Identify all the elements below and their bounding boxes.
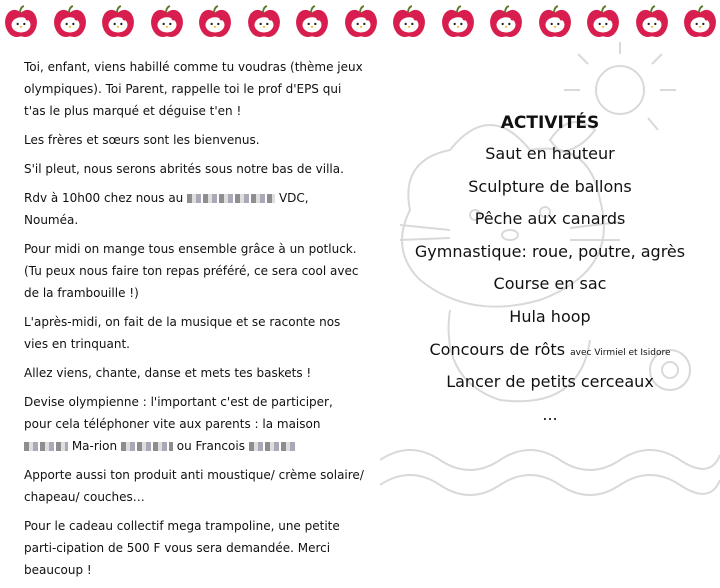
activity-item: Hula hoop: [509, 306, 591, 326]
activity-item: Saut en hauteur: [485, 144, 615, 163]
invitation-text: [24, 56, 364, 588]
redacted-address: [187, 194, 275, 203]
rdv-prefix: Rdv à 10h00 chez nous au: [24, 191, 184, 205]
hello-kitty-apple-icon: [148, 4, 186, 42]
activity-item: Lancer de petits cerceaux: [446, 372, 654, 392]
devise-marion: Ma-rion: [71, 439, 118, 453]
activity-note: avec Virmiel et Isidore: [570, 347, 671, 358]
hello-kitty-apple-icon: [293, 4, 331, 42]
hello-kitty-apple-icon: [536, 4, 574, 42]
activity-label: Concours de rôts: [429, 339, 566, 359]
paragraph: Pour midi on mange tous ensemble grâce à un potluck. (Tu peux nous faire ton repas préféré, ce sera cool avec de la frambouille !): [24, 242, 359, 300]
activity-item: Pêche aux canards: [474, 209, 626, 229]
apple-border: [0, 4, 720, 44]
hello-kitty-apple-icon: [245, 4, 283, 42]
paragraph: Toi, enfant, viens habillé comme tu voudras (thème jeux olympiques). Toi Parent, rappelle toi le prof d'EPS qui t'as le plus marqué et déguise t'en !: [24, 60, 363, 118]
hello-kitty-apple-icon: [390, 4, 428, 42]
redacted-phone-francois: [249, 442, 297, 451]
redacted-phone-home: [24, 442, 68, 451]
devise-paragraph: [24, 391, 364, 457]
rdv-paragraph: [24, 187, 364, 231]
paragraph: Apporte aussi ton produit anti moustique/ crème solaire/ chapeau/ couches…: [24, 468, 364, 504]
paragraph: Pour le cadeau collectif mega trampoline, une petite parti-cipation de 500 F vous sera demandée. Merci beaucoup !: [24, 519, 340, 577]
redacted-phone-marion: [121, 442, 173, 451]
devise-text: Devise olympienne : l'important c'est de participer, pour cela téléphoner vite aux parents : la maison: [24, 395, 333, 431]
activity-item: Gymnastique: roue, poutre, agrès: [414, 241, 686, 261]
hello-kitty-apple-icon: [99, 4, 137, 42]
activities-list: [380, 108, 720, 431]
hello-kitty-apple-icon: [439, 4, 477, 42]
activity-item: ...: [542, 404, 558, 424]
paragraph: L'après-midi, on fait de la musique et se raconte nos vies en trinquant.: [24, 315, 341, 351]
hello-kitty-apple-icon: [342, 4, 380, 42]
activity-item: Course en sac: [493, 274, 607, 294]
hello-kitty-apple-icon: [2, 4, 40, 42]
hello-kitty-apple-icon: [51, 4, 89, 42]
hello-kitty-apple-icon: [584, 4, 622, 42]
paragraph: Les frères et sœurs sont les bienvenus.: [24, 133, 260, 147]
hello-kitty-apple-icon: [196, 4, 234, 42]
paragraph: Allez viens, chante, danse et mets tes baskets !: [24, 366, 312, 380]
devise-francois: ou Francois: [176, 439, 245, 453]
paragraph: S'il pleut, nous serons abrités sous notre bas de villa.: [24, 162, 344, 176]
hello-kitty-apple-icon: [487, 4, 525, 42]
activity-item: Sculpture de ballons: [468, 176, 632, 196]
activity-item-rots: [380, 334, 720, 367]
hello-kitty-apple-icon: [681, 4, 719, 42]
activities-title: ACTIVITÉS: [500, 113, 600, 133]
hello-kitty-apple-icon: [633, 4, 671, 42]
rdv-suffix: VDC, Nouméa.: [24, 191, 309, 227]
